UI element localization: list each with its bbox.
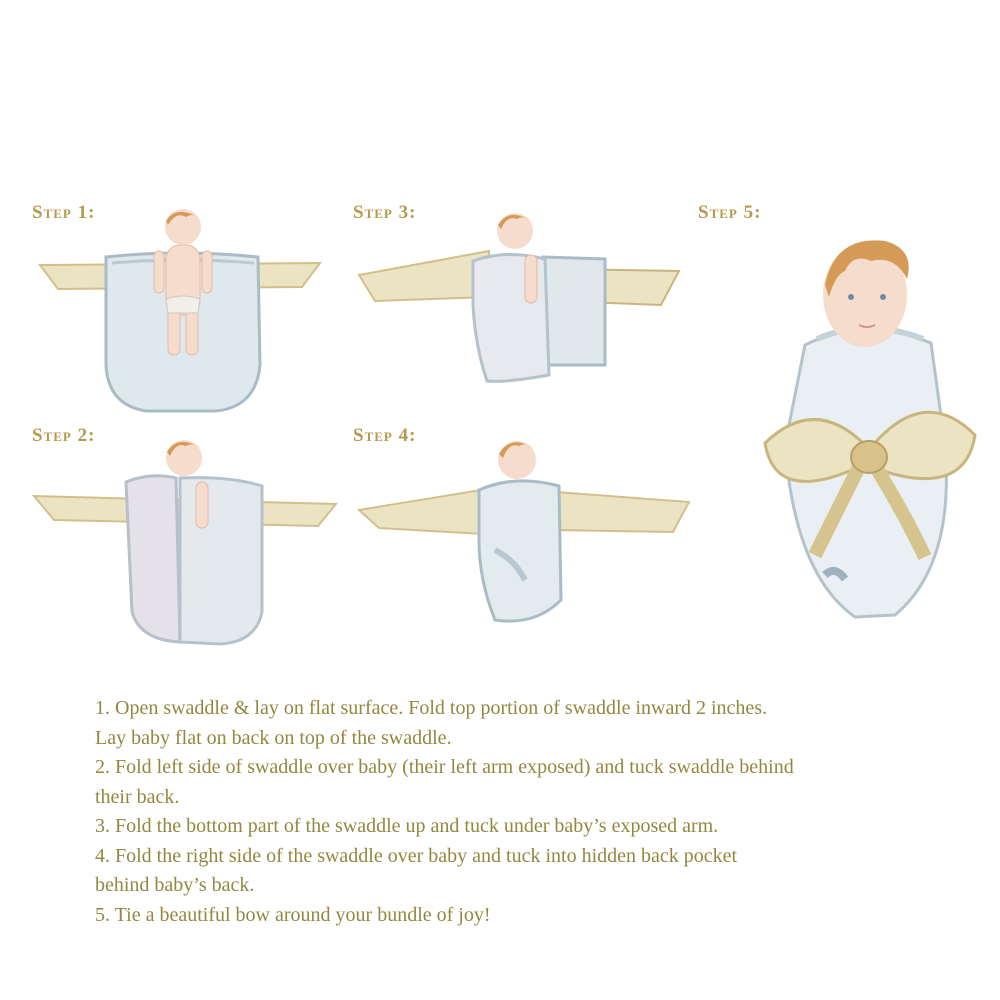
instruction-line: 5. Tie a beautiful bow around your bundle of joy!: [95, 903, 491, 926]
instruction-line: 1. Open swaddle & lay on flat surface. Fold top portion of swaddle inward 2 inches.: [95, 697, 768, 719]
step-5-illustration: [755, 235, 985, 620]
instruction-line: behind baby’s back.: [95, 874, 255, 896]
step-3-label: Step 3:: [353, 202, 417, 223]
instruction-line: 2. Fold left side of swaddle over baby (their left arm exposed) and tuck swaddle behind: [95, 756, 794, 778]
step-5-label: Step 5:: [698, 202, 762, 223]
instruction-line: 4. Fold the right side of the swaddle over baby and tuck into hidden back pocket: [95, 844, 738, 867]
step-2-illustration: [30, 432, 340, 652]
instructions-block: [95, 694, 955, 930]
step-4-illustration: [355, 430, 695, 630]
instruction-line: their back.: [95, 785, 180, 808]
step-1-label: Step 1:: [32, 202, 96, 223]
step-1-illustration: [36, 205, 326, 415]
step-2-label: Step 2:: [32, 425, 96, 446]
instruction-line: 3. Fold the bottom part of the swaddle up and tuck under baby’s exposed arm.: [95, 815, 719, 837]
step-3-illustration: [355, 205, 685, 395]
instruction-line: Lay baby flat on back on top of the swaddle.: [95, 726, 452, 749]
step-4-label: Step 4:: [353, 425, 417, 446]
